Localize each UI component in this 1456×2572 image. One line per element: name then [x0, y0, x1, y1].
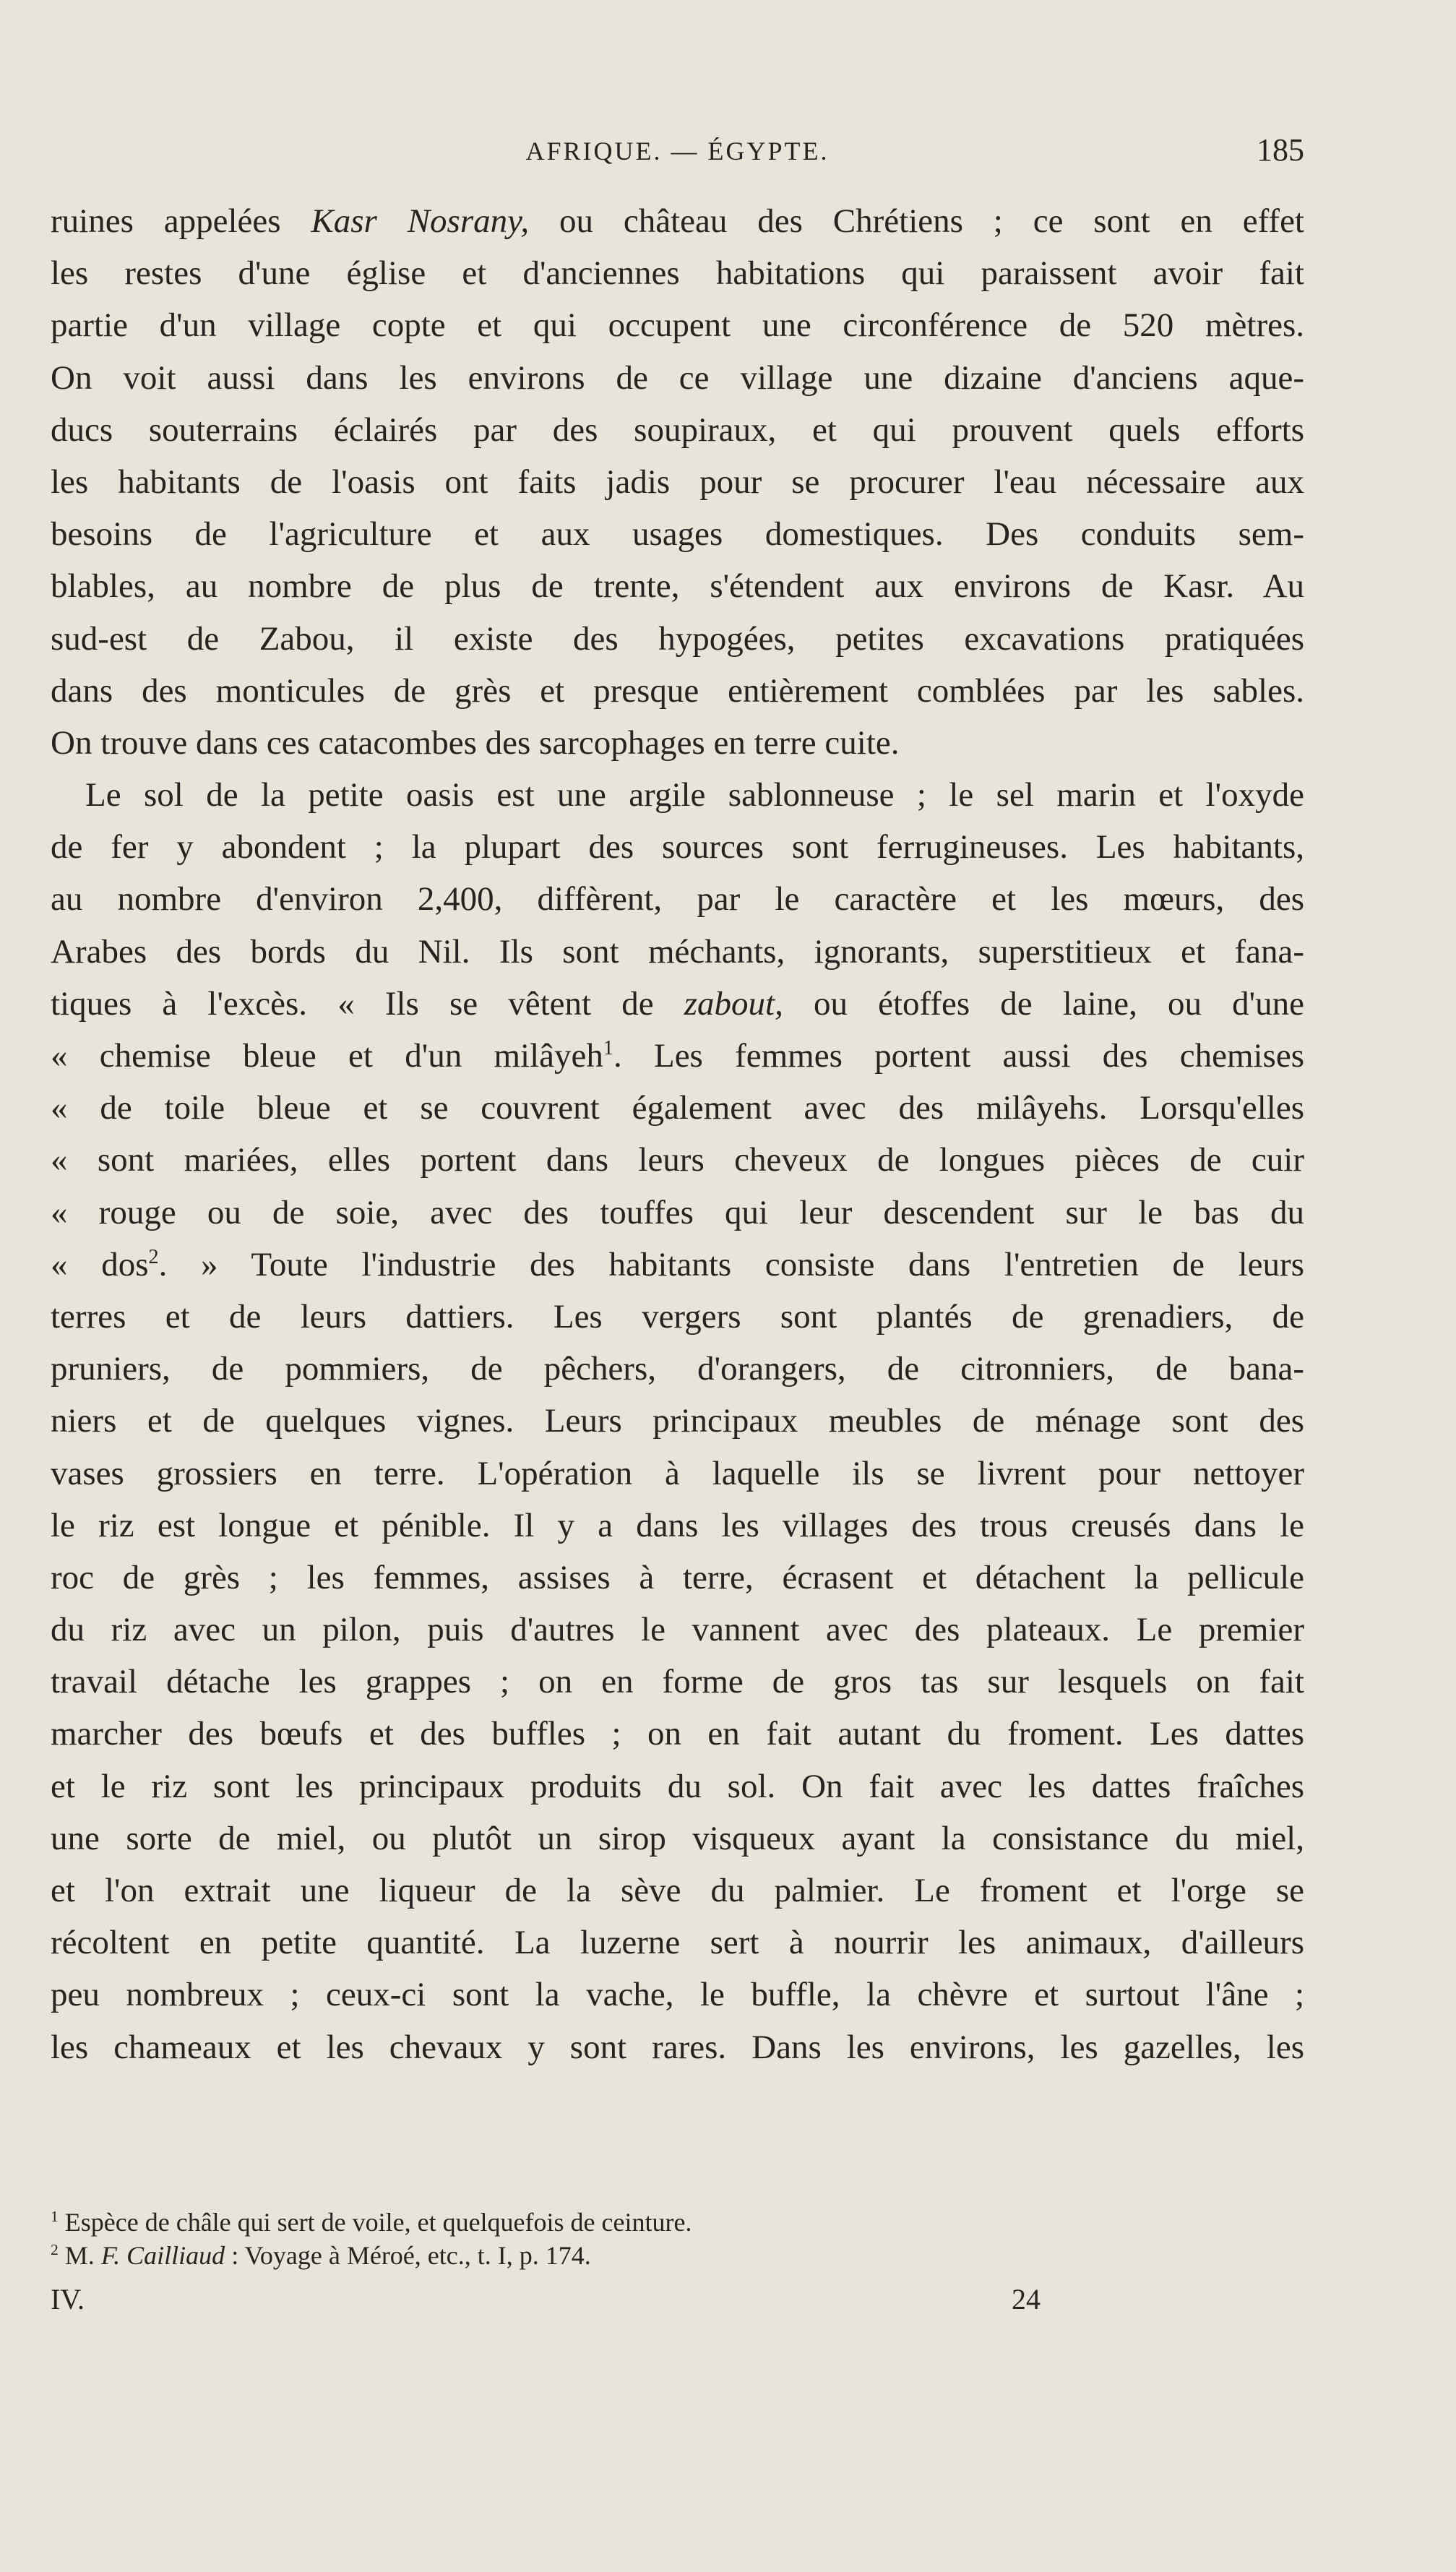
- text-line: [51, 1865, 1304, 1917]
- text-line: [51, 978, 1304, 1030]
- text-run: « de toile bleue et se couvrent également avec des milâyehs. Lorsqu'elles: [51, 1089, 1304, 1127]
- text-run: pruniers, de pommiers, de pêchers, d'orangers, de citronniers, de bana-: [51, 1350, 1304, 1388]
- text-run: les chameaux et les chevaux y sont rares. Dans les environs, les gazelles, les: [51, 2028, 1304, 2066]
- text-line: [51, 1343, 1304, 1395]
- text-run: travail détache les grappes ; on en forme de gros tas sur lesquels on fait: [51, 1663, 1304, 1701]
- text-run: terres et de leurs dattiers. Les vergers sont plantés de grenadiers, de: [51, 1297, 1304, 1336]
- text-line: [51, 1030, 1304, 1082]
- text-run: de fer y abondent ; la plupart des sources sont ferrugineuses. Les habitants,: [51, 828, 1304, 866]
- text-run: Espèce de châle qui sert de voile, et quelquefois de ceinture.: [58, 2208, 692, 2237]
- text-run: les restes d'une église et d'anciennes habitations qui paraissent avoir fait: [51, 254, 1304, 293]
- text-run: au nombre d'environ 2,400, diffèrent, par le caractère et les mœurs, des: [51, 880, 1304, 919]
- footnotes: [51, 2206, 1304, 2272]
- text-line: [51, 1760, 1304, 1812]
- text-run: : Voyage à Méroé, etc., t. I, p. 174.: [225, 2241, 591, 2270]
- text-run: récoltent en petite quantité. La luzerne sert à nourrir les animaux, d'ailleurs: [51, 1924, 1304, 1962]
- text-line: [51, 1239, 1304, 1291]
- text-run: les habitants de l'oasis ont faits jadis pour se procurer l'eau nécessaire aux: [51, 463, 1304, 501]
- text-run: 2: [148, 1245, 159, 1268]
- text-run: sud-est de Zabou, il existe des hypogées, petites excavations pratiquées: [51, 619, 1304, 658]
- text-run: F. Cailliaud: [100, 2241, 225, 2270]
- text-run: ducs souterrains éclairés par des soupiraux, et qui prouvent quels efforts: [51, 410, 1304, 449]
- text-run: dans des monticules de grès et presque entièrement comblées par les sables.: [51, 671, 1304, 710]
- text-run: et le riz sont les principaux produits du sol. On fait avec les dattes fraîches: [51, 1767, 1304, 1805]
- text-run: . Les femmes portent aussi des chemises: [613, 1037, 1304, 1075]
- text-run: On trouve dans ces catacombes des sarcophages en terre cuite.: [51, 723, 900, 762]
- text-run: le riz est longue et pénible. Il y a dans les villages des trous creusés dans le: [51, 1506, 1304, 1544]
- text-run: M.: [58, 2241, 101, 2270]
- text-line: [51, 508, 1304, 560]
- text-line: [51, 1552, 1304, 1604]
- text-line: [51, 456, 1304, 508]
- text-run: vases grossiers en terre. L'opération à laquelle ils se livrent pour nettoyer: [51, 1454, 1304, 1492]
- text-run: ou château des Chrétiens ; ce sont en effet: [529, 202, 1304, 240]
- text-run: du riz avec un pilon, puis d'autres le vannent avec des plateaux. Le premier: [51, 1611, 1304, 1649]
- text-line: [51, 299, 1304, 351]
- text-run: « rouge ou de soie, avec des touffes qui leur descendent sur le bas du: [51, 1193, 1304, 1231]
- text-line: [51, 1082, 1304, 1134]
- text-line: [51, 2021, 1304, 2073]
- text-line: [51, 665, 1304, 717]
- text-run: « sont mariées, elles portent dans leurs cheveux de longues pièces de cuir: [51, 1141, 1304, 1179]
- text-run: blables, au nombre de plus de trente, s'étendent aux environs de Kasr. Au: [51, 567, 1304, 606]
- text-run: 2: [51, 2241, 59, 2259]
- text-line: [51, 247, 1304, 299]
- running-title: AFRIQUE. — ÉGYPTE.: [525, 137, 830, 165]
- sheet-signature: 24: [1012, 2283, 1041, 2315]
- text-run: Le sol de la petite oasis est une argile sablonneuse ; le sel marin et l'oxyde: [85, 776, 1304, 814]
- text-line: [51, 821, 1304, 873]
- text-run: ou étoffes de laine, ou d'une: [783, 984, 1304, 1023]
- text-line: [51, 1812, 1304, 1865]
- text-run: Arabes des bords du Nil. Ils sont méchants, ignorants, superstitieux et fana-: [51, 932, 1304, 971]
- text-line: [51, 1187, 1304, 1239]
- text-run: ruines appelées: [51, 202, 311, 240]
- text-line: [51, 1500, 1304, 1552]
- text-run: peu nombreux ; ceux-ci sont la vache, le buffle, la chèvre et surtout l'âne ;: [51, 1976, 1304, 2014]
- text-line: [51, 404, 1304, 456]
- text-line: [51, 717, 1304, 769]
- text-line: [51, 926, 1304, 978]
- text-run: besoins de l'agriculture et aux usages domestiques. Des conduits sem-: [51, 515, 1304, 554]
- text-line: [51, 195, 1304, 247]
- text-run: niers et de quelques vignes. Leurs principaux meubles de ménage sont des: [51, 1402, 1304, 1440]
- text-run: une sorte de miel, ou plutôt un sirop visqueux ayant la consistance du miel,: [51, 1819, 1304, 1857]
- text-line: [51, 1708, 1304, 1760]
- text-line: [51, 1969, 1304, 2021]
- text-run: 1: [51, 2208, 59, 2226]
- text-line: [51, 1917, 1304, 1969]
- text-run: 1: [603, 1037, 613, 1060]
- text-run: On voit aussi dans les environs de ce village une dizaine d'anciens aque-: [51, 358, 1304, 397]
- text-line: [51, 1134, 1304, 1186]
- text-run: « dos: [51, 1245, 149, 1283]
- text-line: [51, 613, 1304, 665]
- text-line: [51, 873, 1304, 925]
- text-run: . » Toute l'industrie des habitants consiste dans l'entretien de leurs: [158, 1245, 1304, 1283]
- text-line: [51, 1448, 1304, 1500]
- text-line: [51, 1395, 1304, 1447]
- text-line: [51, 560, 1304, 612]
- footnote: [51, 2206, 1304, 2239]
- text-line: [51, 1291, 1304, 1343]
- page-header: [51, 129, 1304, 172]
- text-run: partie d'un village copte et qui occupent une circonférence de 520 mètres.: [51, 306, 1304, 345]
- signature-row: [51, 2282, 1304, 2326]
- text-run: tiques à l'excès. « Ils se vêtent de: [51, 984, 684, 1023]
- text-line: [51, 769, 1304, 821]
- footnote: [51, 2239, 1304, 2272]
- text-run: zabout,: [684, 984, 783, 1023]
- body-text: [51, 195, 1304, 2073]
- text-run: Kasr Nosrany,: [311, 202, 530, 240]
- text-line: [51, 352, 1304, 404]
- text-run: marcher des bœufs et des buffles ; on en fait autant du froment. Les dattes: [51, 1715, 1304, 1753]
- text-run: et l'on extrait une liqueur de la sève du palmier. Le froment et l'orge se: [51, 1872, 1304, 1909]
- text-run: roc de grès ; les femmes, assises à terre, écrasent et détachent la pellicule: [51, 1558, 1304, 1596]
- volume-mark: IV.: [51, 2283, 85, 2315]
- page-number: 185: [1257, 132, 1304, 168]
- text-run: « chemise bleue et d'un milâyeh: [51, 1037, 603, 1075]
- text-line: [51, 1604, 1304, 1656]
- text-line: [51, 1656, 1304, 1708]
